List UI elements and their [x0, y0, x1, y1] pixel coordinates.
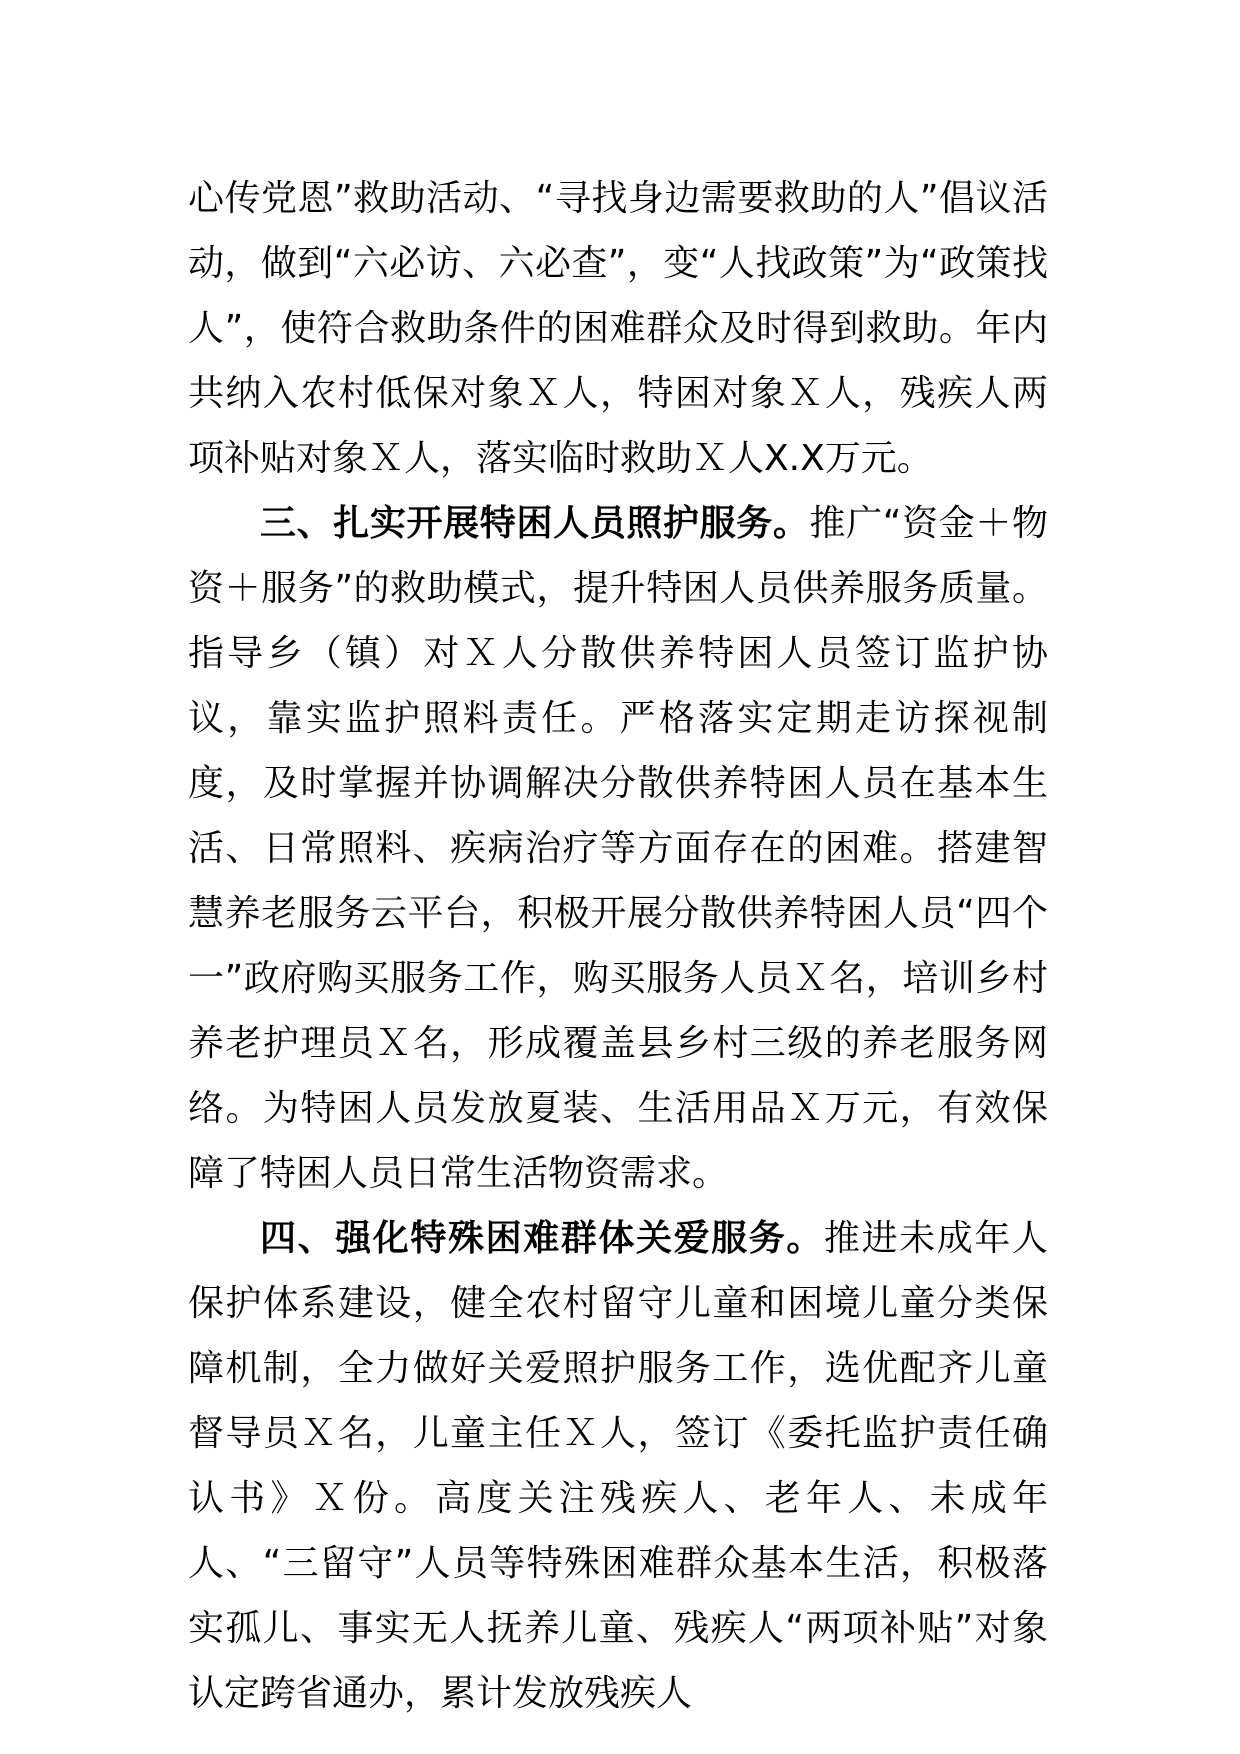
paragraph-section-three — [188, 491, 1048, 1206]
paragraph-text: 推进未成年人保护体系建设，健全农村留守儿童和困境儿童分类保障机制，全力做好关爱照护服务工作，选优配齐儿童督导员Ｘ名，儿童主任Ｘ人，签订《委托监护责任确认书》Ｘ份。高度关注残疾人、老年人、未成年人、“三留守”人员等特殊困难群众基本生活，积极落实孤儿、事实无人抚养儿童、残疾人“两项补贴”对象认定跨省通办，累计发放残疾人 — [188, 1218, 1048, 1714]
paragraph-text: 推广“资金＋物资＋服务”的救助模式，提升特困人员供养服务质量。指导乡（镇）对Ｘ人分散供养特困人员签订监护协议，靠实监护照料责任。严格落实定期走访探视制度，及时掌握并协调解决分散供养特困人员在基本生活、日常照料、疾病治疗等方面存在的困难。搭建智慧养老服务云平台，积极开展分散供养特困人员“四个一”政府购买服务工作，购买服务人员Ｘ名，培训乡村养老护理员Ｘ名，形成覆盖县乡村三级的养老服务网络。为特困人员发放夏装、生活用品Ｘ万元，有效保障了特困人员日常生活物资需求。 — [188, 503, 1048, 1194]
section-heading: 三、扎实开展特困人员照护服务。 — [260, 503, 810, 544]
document-page — [188, 166, 1048, 1726]
section-heading: 四、强化特殊困难群体关爱服务。 — [260, 1218, 824, 1259]
paragraph-continued — [188, 166, 1048, 491]
paragraph-text: 心传党恩”救助活动、“寻找身边需要救助的人”倡议活动，做到“六必访、六必查”，变“人找政策”为“政策找人”，使符合救助条件的困难群众及时得到救助。年内共纳入农村低保对象Ｘ人，特困对象Ｘ人，残疾人两项补贴对象Ｘ人，落实临时救助Ｘ人X.X万元。 — [188, 178, 1048, 479]
paragraph-section-four — [188, 1206, 1048, 1726]
